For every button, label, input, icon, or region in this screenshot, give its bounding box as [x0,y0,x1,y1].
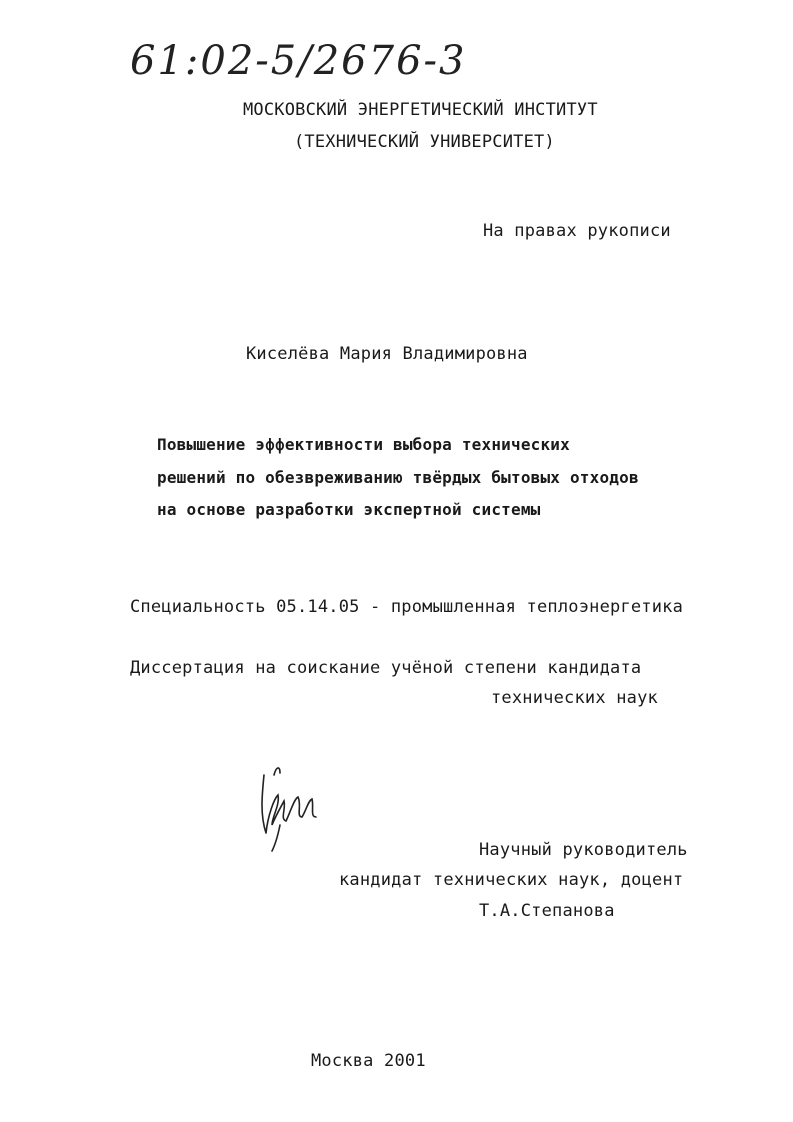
institution-name: МОСКОВСКИЙ ЭНЕРГЕТИЧЕСКИЙ ИНСТИТУТ [243,100,598,120]
specialty: Специальность 05.14.05 - промышленная теплоэнергетика [130,597,684,617]
supervisor-label: Научный руководитель [479,840,688,860]
supervisor-degree: кандидат технических наук, доцент [339,870,684,890]
title-line: решений по обезвреживанию твёрдых бытовых отходов [157,468,639,487]
supervisor-name: Т.А.Степанова [479,901,615,921]
manuscript-note: На правах рукописи [483,221,671,241]
degree-line: технических наук [491,688,658,708]
degree-line: Диссертация на соискание учёной степени кандидата [130,658,642,678]
institution-subtitle: (ТЕХНИЧЕСКИЙ УНИВЕРСИТЕТ) [294,132,555,152]
title-line: на основе разработки экспертной системы [157,500,541,519]
city-year: Москва 2001 [311,1051,426,1071]
title-line: Повышение эффективности выбора технических [157,435,570,454]
author-name: Киселёва Мария Владимировна [246,344,528,364]
archive-code-handwritten: 61:02-5/2676-3 [130,38,467,84]
signature [250,755,330,855]
